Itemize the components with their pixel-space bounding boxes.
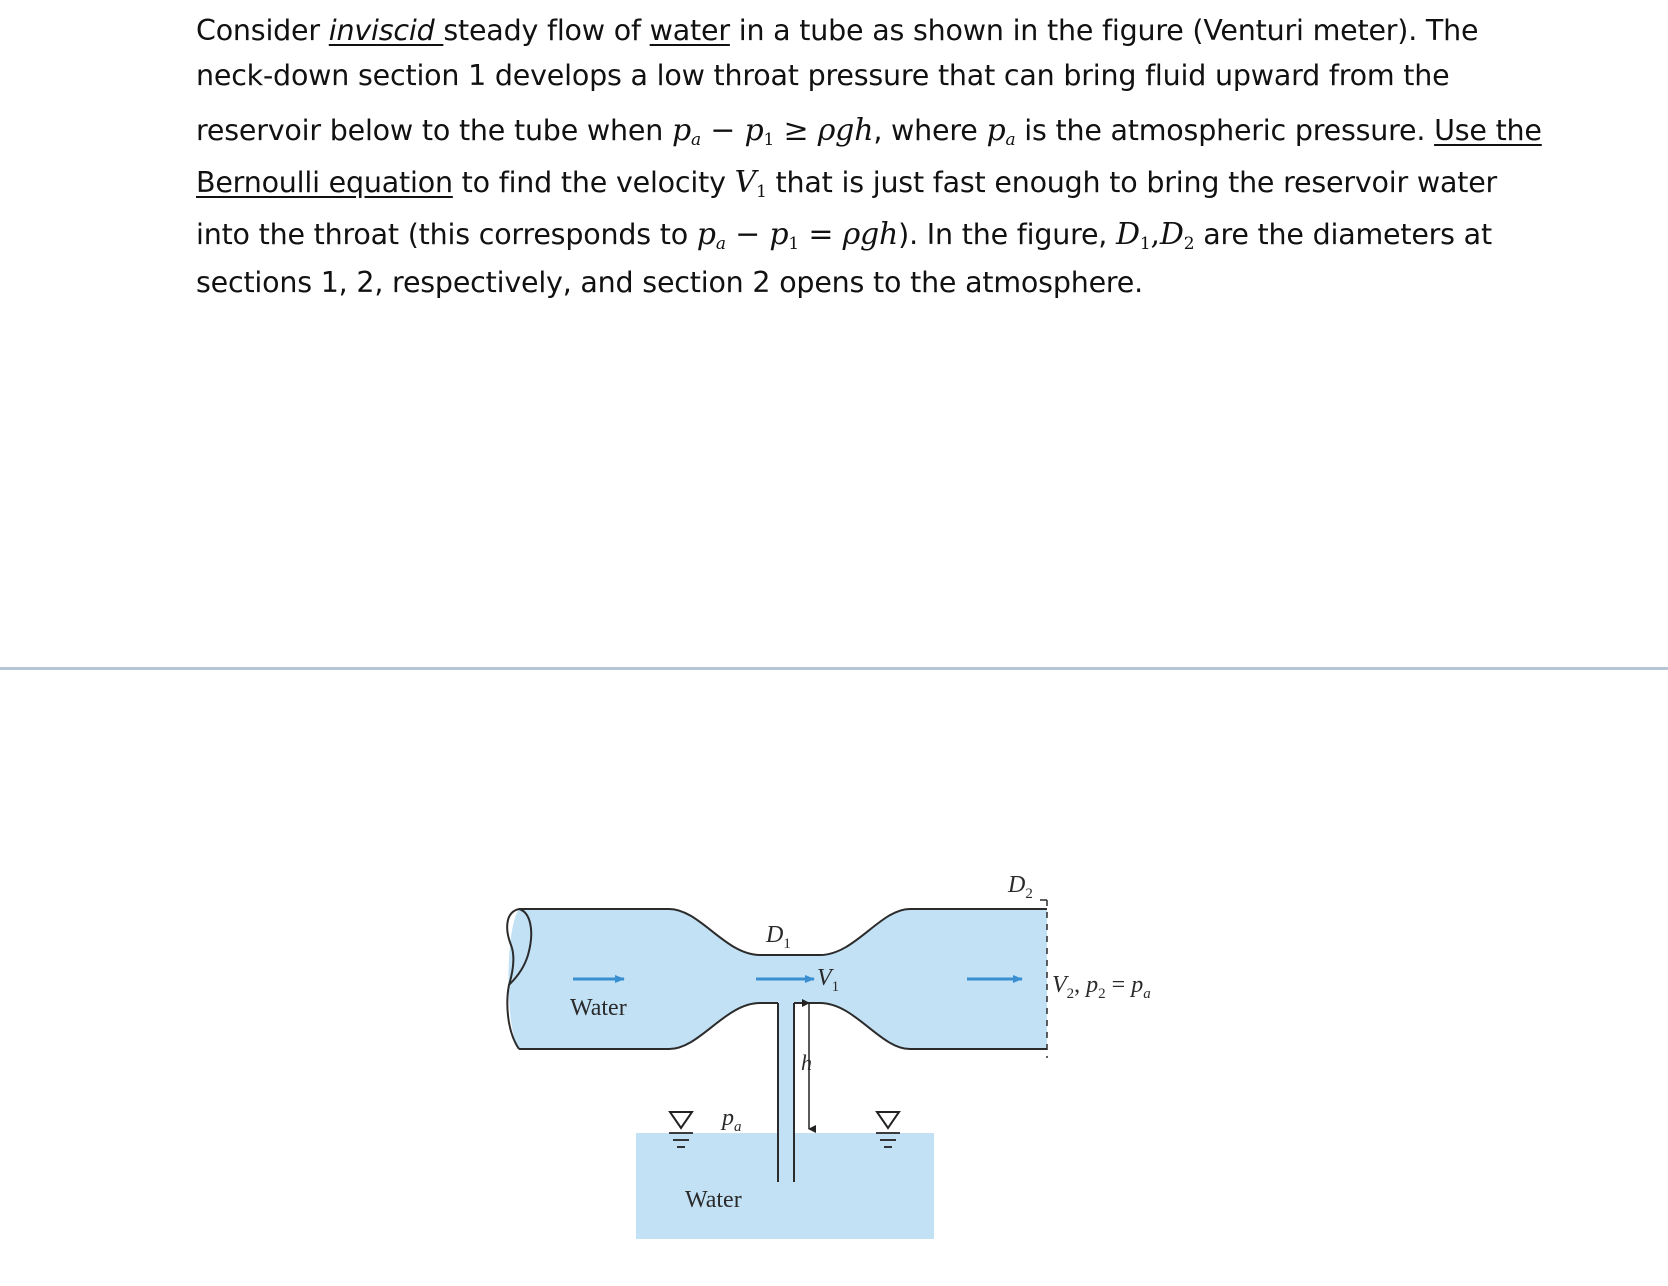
h-label: h (801, 1050, 812, 1075)
use-bernoulli-term: Use the (1434, 114, 1542, 147)
suction-tube-fluid (778, 996, 794, 1182)
d1-label: $D_1$ (766, 922, 791, 952)
velocity-symbol: $V_1$ (734, 165, 767, 202)
threshold-equation: $p_a - p_1 = \rho gh$ (696, 217, 899, 254)
atm-pressure-symbol: $p_a$ (986, 113, 1016, 150)
reservoir-water-label: Water (685, 1187, 742, 1213)
pa-label: $p_a$ (722, 1105, 742, 1135)
d2-label: $D_2$ (1008, 872, 1033, 902)
exit-condition-label: $V_2$, $p_2 = p_a$ (1052, 972, 1151, 1002)
v1-label: $V_1$ (817, 965, 840, 995)
problem-line-4: Bernoulli equation to find the velocity $V_1$ that is just fast enough to bring the reservoir water (196, 165, 1498, 202)
problem-line-5: into the throat (this corresponds to $p_a - p_1 = \rho gh$). In the figure, $D_1,D_2$ are the diameters at (196, 217, 1492, 254)
problem-line-3: reservoir below to the tube when $p_a - p_1 \ge \rho gh$, where $p_a$ is the atmospheric pressure. Use the (196, 113, 1542, 150)
bernoulli-term: Bernoulli equation (196, 166, 453, 199)
condition-inequality: $p_a - p_1 \ge \rho gh$ (671, 113, 874, 150)
problem-line-2: neck-down section 1 develops a low throat pressure that can bring fluid upward from the (196, 59, 1450, 92)
problem-line-1: Consider inviscid steady flow of water in a tube as shown in the figure (Venturi meter). The (196, 14, 1479, 47)
tube-water-label: Water (570, 995, 627, 1021)
water-term: water (649, 14, 730, 47)
problem-line-6: sections 1, 2, respectively, and section 2 opens to the atmosphere. (196, 266, 1143, 299)
diameter-symbols: $D_1,D_2$ (1116, 217, 1195, 254)
inviscid-term: inviscid (328, 14, 444, 47)
